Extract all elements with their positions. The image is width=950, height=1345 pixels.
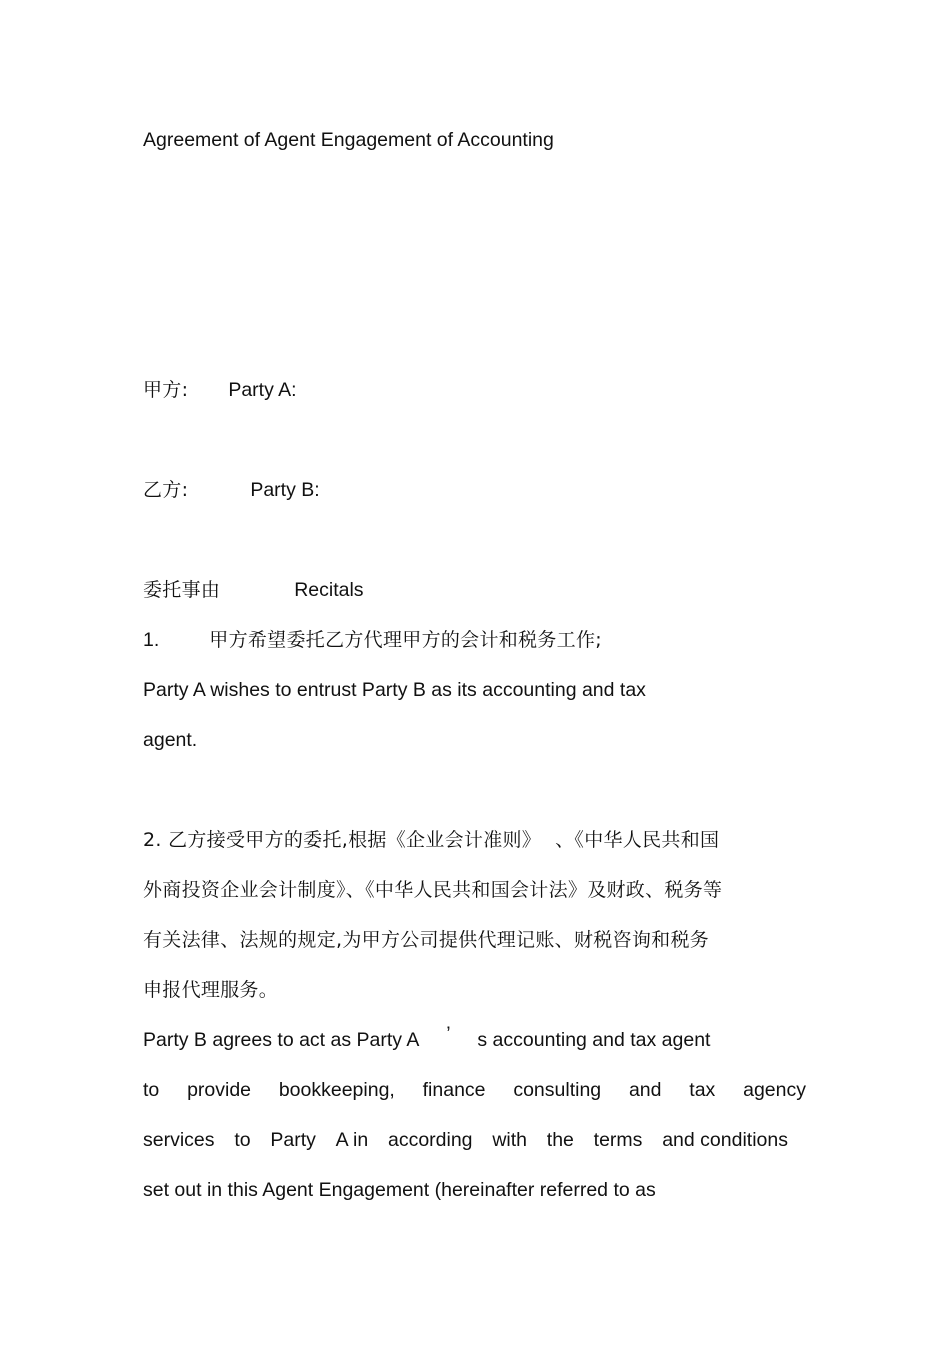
recital-item-1-text-cn: 甲方希望委托乙方代理甲方的会计和税务工作; [209,629,602,651]
document-title: Agreement of Agent Engagement of Accounting [143,129,554,151]
word: Party [270,1129,316,1151]
word: provide [187,1079,252,1101]
word: agency [743,1079,806,1101]
word: A in [335,1129,369,1151]
word: according [387,1129,473,1151]
party-b-line [143,481,320,501]
party-b-label-cn: 乙方: [143,479,189,501]
recital-item-2-en-line-2 [143,1081,806,1101]
word: with [492,1129,527,1151]
recital-item-2-cn-line-2: 外商投资企业会计制度》、《中华人民共和国会计法》及财政、税务等 [143,879,723,901]
word: consulting [513,1079,602,1101]
recital-item-2-en-line-3 [143,1131,788,1151]
recital-item-2-cn-line-1-a: 2. 乙方接受甲方的委托,根据《企业会计准则》 [143,829,542,851]
word: bookkeeping, [278,1079,395,1101]
recitals-heading-en: Recitals [294,579,364,601]
word: the [546,1129,574,1151]
recital-item-2-en-line-1 [143,1023,711,1051]
party-a-line [143,381,297,401]
party-a-label-en: Party A: [228,379,297,401]
word: and [628,1079,662,1101]
recital-item-1-cn [143,631,602,651]
word: to [143,1079,160,1101]
recitals-heading [143,581,364,601]
recital-item-2-cn-line-4: 申报代理服务。 [143,979,279,1001]
recital-item-2-cn-line-1 [143,831,719,850]
word: finance [422,1079,486,1101]
recital-item-2-en-line-4: set out in this Agent Engagement (hereinafter referred to as [143,1179,656,1201]
word: services [143,1129,215,1151]
recitals-heading-cn: 委托事由 [143,579,221,601]
recital-item-1-en-line-1: Party A wishes to entrust Party B as its accounting and tax [143,679,646,701]
recital-item-1-number: 1. [143,629,160,651]
party-a-label-cn: 甲方: [143,379,189,401]
recital-item-2-en-line-1-a: Party B agrees to act as Party A [143,1029,420,1051]
word: tax [689,1079,716,1101]
apostrophe-mark: ’ [446,1023,451,1045]
word: terms [593,1129,643,1151]
recital-item-2-en-line-1-b: s accounting and tax agent [477,1029,711,1051]
recital-item-1-en-line-2: agent. [143,729,198,751]
party-b-label-en: Party B: [250,479,320,501]
recital-item-2-cn-line-3: 有关法律、法规的规定,为甲方公司提供代理记账、财税咨询和税务 [143,929,710,951]
word: and conditions [662,1129,788,1151]
recital-item-2-cn-line-1-b: 、《中华人民共和国 [555,829,720,851]
word: to [234,1129,251,1151]
